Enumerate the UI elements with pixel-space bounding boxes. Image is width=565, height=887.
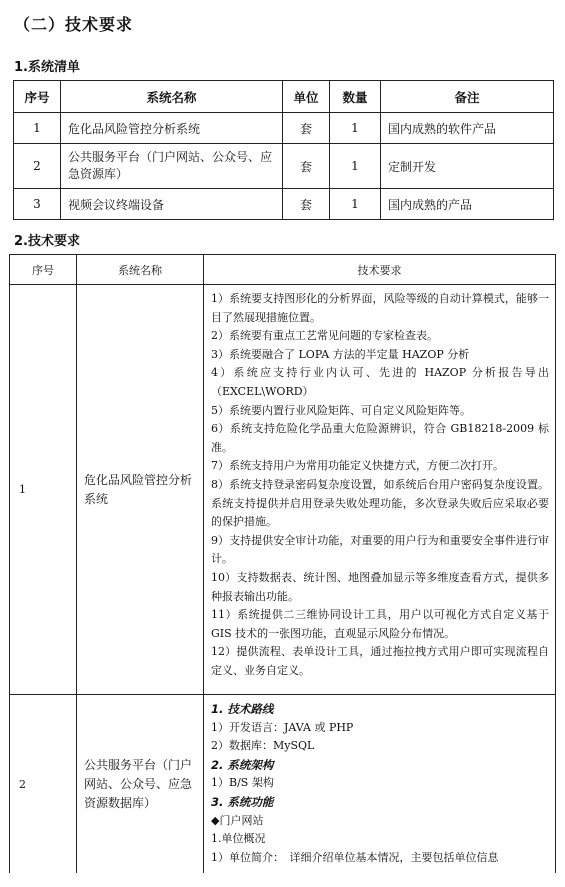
section-heading: 3. 系统功能 [211, 794, 274, 809]
requirement-line: 7）系统支持用户为常用功能定义快捷方式，方便二次打开。 [211, 459, 504, 473]
requirement-line: 11）系统提供二三维协同设计工具，用户以可视化方式自定义基于 GIS 技术的一张图功能，直观显示风险分布情况。 [211, 608, 549, 640]
cell-quantity: 1 [330, 189, 381, 220]
cell-seq: 1 [10, 285, 77, 695]
header-seq: 序号 [14, 81, 61, 113]
section-title: （二）技术要求 [14, 15, 134, 34]
cell-system-name-wrap [61, 144, 283, 189]
requirement-line: 4）系统应支持行业内认可、先进的 HAZOP 分析报告导出（EXCEL\WORD） [211, 366, 549, 398]
requirement-line: 3）系统要融合了 LOPA 方法的半定量 HAZOP 分析 [211, 347, 470, 361]
cell-requirements [204, 285, 556, 695]
requirement-line: 12）提供流程、表单设计工具，通过拖拉拽方式用户即可实现流程自定义、业务自定义。 [211, 645, 549, 677]
cell-system-name: 视频会议终端设备 [61, 189, 283, 220]
requirement-line: 5）系统要内置行业风险矩阵、可自定义风险矩阵等。 [211, 403, 471, 417]
table-header-row [10, 255, 556, 285]
requirement-line: 1）单位简介： 详细介绍单位基本情况，主要包括单位信息 [211, 850, 499, 864]
header-unit: 单位 [283, 81, 330, 113]
cell-system-name: 危化品风险管控分析系统 [77, 285, 204, 695]
cell-unit: 套 [283, 189, 330, 220]
requirement-line: 2）数据库：MySQL [211, 739, 315, 753]
cell-requirements [204, 695, 556, 874]
table-header-row [14, 81, 554, 113]
requirement-line: 9）支持提供安全审计功能，对重要的用户行为和重要安全事件进行审计。 [211, 533, 549, 566]
requirement-line: 10）支持数据表、统计图、地图叠加显示等多维度查看方式，提供多种报表输出功能。 [211, 570, 549, 603]
header-tech-requirements: 技术要求 [204, 255, 556, 285]
cell-system-name: 公共服务平台（门户网站、公众号、应急资源库） [68, 150, 273, 181]
cell-remark: 国内成熟的产品 [381, 189, 554, 220]
table-row [14, 189, 554, 220]
cell-seq: 2 [14, 144, 61, 189]
tech-requirements-table [9, 254, 556, 873]
table-row [10, 695, 556, 874]
table-row [14, 144, 554, 189]
header-system-name: 系统名称 [77, 255, 204, 285]
requirement-line: 1）开发语言：JAVA 或 PHP [211, 720, 354, 734]
cell-system-name: 危化品风险管控分析系统 [61, 113, 283, 144]
requirement-line: 6）系统支持危险化学品重大危险源辨识，符合 GB18218-2009 标准。 [211, 422, 549, 454]
cell-seq: 3 [14, 189, 61, 220]
system-list-title: 1.系统清单 [14, 60, 80, 75]
header-remark: 备注 [381, 81, 554, 113]
cell-quantity: 1 [330, 113, 381, 144]
requirement-line: ◆门户网站 [211, 813, 264, 827]
cell-quantity: 1 [330, 144, 381, 189]
system-list-table [13, 80, 554, 220]
section-heading: 2. 系统架构 [211, 757, 274, 772]
cell-system-name: 公共服务平台（门户网站、公众号、应急资源数据库） [77, 695, 204, 874]
requirement-line: 1.单位概况 [211, 832, 266, 846]
table-row [10, 285, 556, 695]
cell-unit: 套 [283, 113, 330, 144]
requirement-line: 1）系统要支持图形化的分析界面，风险等级的自动计算模式，能够一目了然展现措施位置。 [211, 292, 549, 324]
tech-requirements-title: 2.技术要求 [14, 234, 80, 249]
requirement-line: 8）系统支持登录密码复杂度设置，如系统后台用户密码复杂度设置。系统支持提供并启用登录失败处理功能，多次登录失败后应采取必要的保护措施。 [211, 477, 549, 529]
cell-unit: 套 [283, 144, 330, 189]
header-seq: 序号 [10, 255, 77, 285]
requirement-line: 1）B/S 架构 [211, 776, 274, 790]
cell-remark: 国内成熟的软件产品 [381, 113, 554, 144]
cell-seq: 1 [14, 113, 61, 144]
header-quantity: 数量 [330, 81, 381, 113]
requirement-line: 2）系统要有重点工艺常见问题的专家检查表。 [211, 329, 438, 343]
header-system-name: 系统名称 [61, 81, 283, 113]
cell-seq: 2 [10, 695, 77, 874]
cell-remark: 定制开发 [381, 144, 554, 189]
section-heading: 1. 技术路线 [211, 702, 274, 716]
table-row [14, 113, 554, 144]
